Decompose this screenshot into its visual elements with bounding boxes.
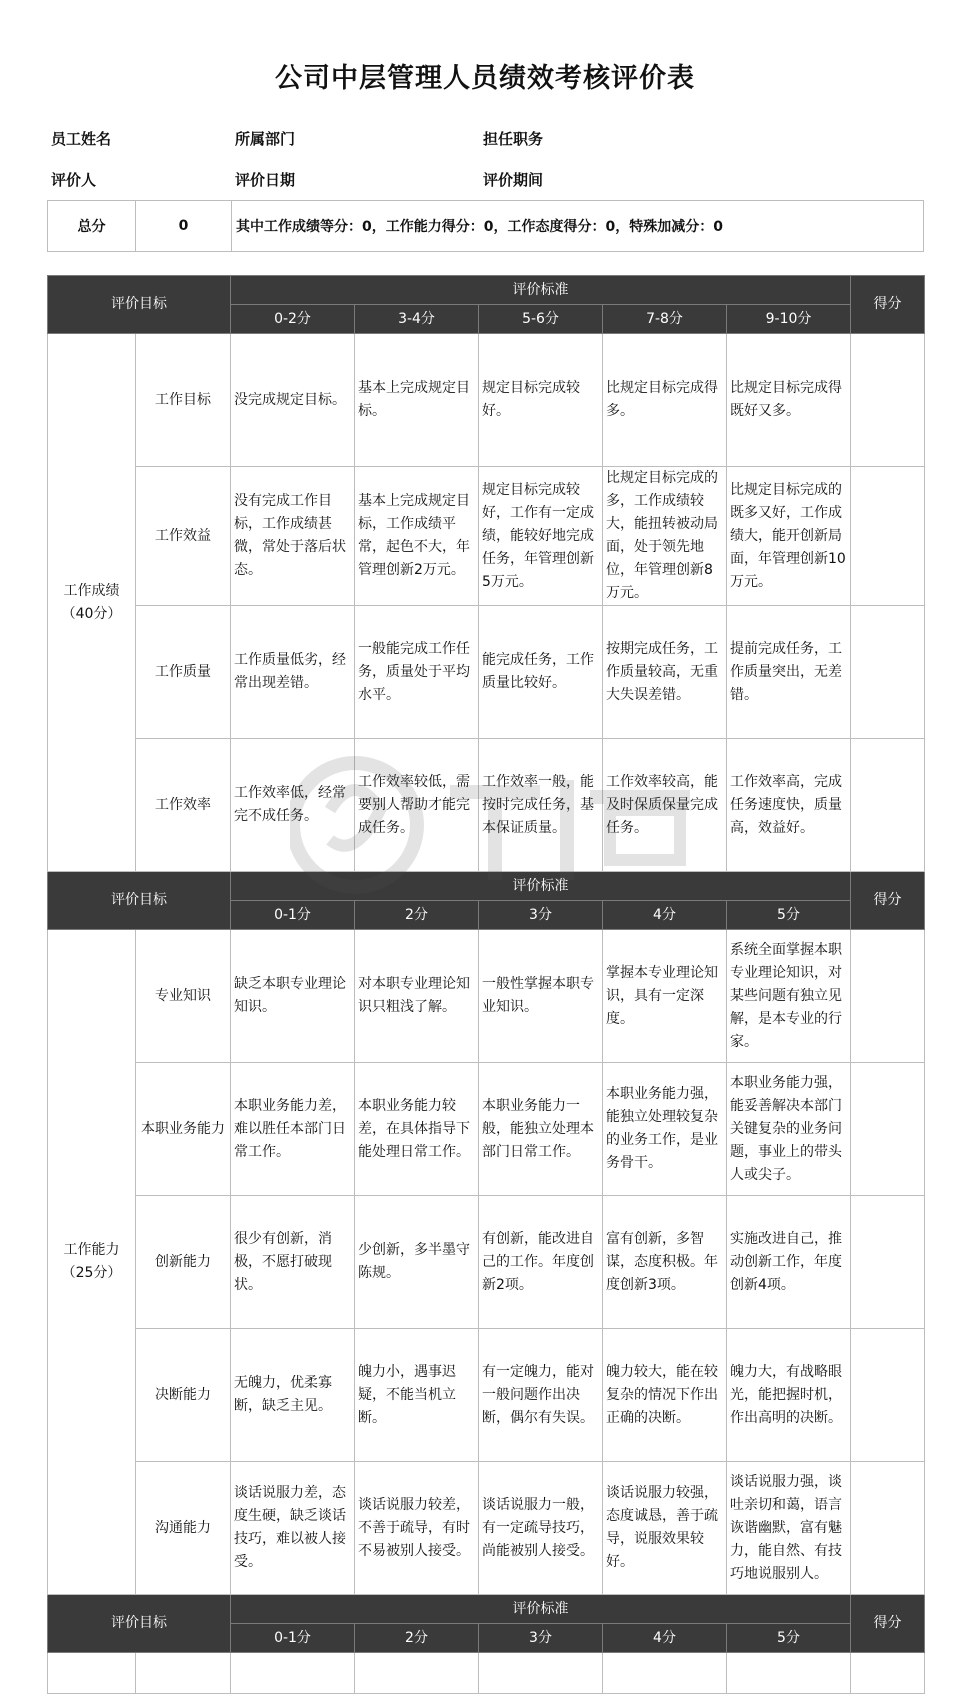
standard-header: 评价标准 <box>231 1595 851 1624</box>
score-breakdown: 其中工作成绩等分：0，工作能力得分：0，工作态度得分：0，特殊加减分：0 <box>232 201 924 252</box>
criteria-cell: 富有创新，多智谋，态度积极。年度创新3项。 <box>603 1196 727 1329</box>
standard-header: 评价标准 <box>231 872 851 901</box>
criteria-cell: 无魄力，优柔寡断，缺乏主见。 <box>231 1329 355 1462</box>
table-row <box>48 739 925 872</box>
criteria-cell: 谈话说服力较差，不善于疏导，有时不易被别人接受。 <box>355 1462 479 1595</box>
evaluation-table <box>47 275 925 1694</box>
scale-header: 9-10分 <box>727 305 851 334</box>
header-row <box>48 1595 925 1624</box>
scale-header: 4分 <box>603 901 727 930</box>
score-cell[interactable] <box>851 1329 925 1462</box>
total-label: 总分 <box>48 201 136 252</box>
criteria-cell: 本职业务能力一般，能独立处理本部门日常工作。 <box>479 1063 603 1196</box>
scale-header: 5分 <box>727 901 851 930</box>
table-row <box>48 334 925 467</box>
scale-header: 3分 <box>479 901 603 930</box>
criteria-cell <box>355 1653 479 1694</box>
criteria-cell: 本职业务能力差，难以胜任本部门日常工作。 <box>231 1063 355 1196</box>
target-header: 评价目标 <box>48 872 231 930</box>
criteria-cell <box>727 1653 851 1694</box>
score-cell[interactable] <box>851 1653 925 1694</box>
table-row <box>48 467 925 606</box>
item-name <box>136 1653 231 1694</box>
eval-date-label: 评价日期 <box>235 171 296 189</box>
score-header: 得分 <box>851 1595 925 1653</box>
score-cell[interactable] <box>851 467 925 606</box>
criteria-cell: 谈话说服力差，态度生硬，缺乏谈话技巧，难以被人接受。 <box>231 1462 355 1595</box>
criteria-cell: 掌握本专业理论知识，具有一定深度。 <box>603 930 727 1063</box>
criteria-cell: 没完成规定目标。 <box>231 334 355 467</box>
table-row <box>48 1063 925 1196</box>
category-cell: 工作成绩 （40分） <box>48 334 136 872</box>
header-row <box>48 276 925 305</box>
header-row <box>48 872 925 901</box>
criteria-cell: 工作质量低劣，经常出现差错。 <box>231 606 355 739</box>
criteria-cell: 一般性掌握本职专业知识。 <box>479 930 603 1063</box>
criteria-cell: 没有完成工作目标，工作成绩甚微，常处于落后状态。 <box>231 467 355 606</box>
criteria-cell: 谈话说服力较强，态度诚恳，善于疏导，说服效果较好。 <box>603 1462 727 1595</box>
total-value: 0 <box>136 201 232 252</box>
scale-header: 2分 <box>355 901 479 930</box>
criteria-cell: 魄力较大，能在较复杂的情况下作出正确的决断。 <box>603 1329 727 1462</box>
score-cell[interactable] <box>851 606 925 739</box>
criteria-cell: 缺乏本职专业理论知识。 <box>231 930 355 1063</box>
criteria-cell: 工作效率较高，能及时保质保量完成任务。 <box>603 739 727 872</box>
criteria-cell: 提前完成任务，工作质量突出，无差错。 <box>727 606 851 739</box>
item-name: 工作效率 <box>136 739 231 872</box>
item-name: 工作效益 <box>136 467 231 606</box>
table-row <box>48 1653 925 1694</box>
criteria-cell: 比规定目标完成的既多又好，工作成绩大，能开创新局面，年管理创新10万元。 <box>727 467 851 606</box>
score-cell[interactable] <box>851 1063 925 1196</box>
score-cell[interactable] <box>851 1196 925 1329</box>
criteria-cell: 基本上完成规定目标，工作成绩平常，起色不大，年管理创新2万元。 <box>355 467 479 606</box>
table-row <box>48 1329 925 1462</box>
scale-header: 3分 <box>479 1624 603 1653</box>
criteria-cell <box>603 1653 727 1694</box>
criteria-cell: 谈话说服力强，谈吐亲切和蔼，语言诙谐幽默，富有魅力，能自然、有技巧地说服别人。 <box>727 1462 851 1595</box>
scale-header: 5分 <box>727 1624 851 1653</box>
category-cell <box>48 1653 136 1694</box>
criteria-cell: 工作效率一般，能按时完成任务，基本保证质量。 <box>479 739 603 872</box>
position-label: 担任职务 <box>483 130 544 148</box>
item-name: 本职业务能力 <box>136 1063 231 1196</box>
employee-name-label: 员工姓名 <box>51 130 112 148</box>
score-cell[interactable] <box>851 930 925 1063</box>
item-name: 专业知识 <box>136 930 231 1063</box>
score-header: 得分 <box>851 276 925 334</box>
criteria-cell <box>231 1653 355 1694</box>
criteria-cell: 工作效率较低，需要别人帮助才能完成任务。 <box>355 739 479 872</box>
item-name: 创新能力 <box>136 1196 231 1329</box>
scale-header: 0-1分 <box>231 901 355 930</box>
eval-period-label: 评价期间 <box>483 171 544 189</box>
item-name: 沟通能力 <box>136 1462 231 1595</box>
criteria-cell: 能完成任务，工作质量比较好。 <box>479 606 603 739</box>
criteria-cell: 比规定目标完成得多。 <box>603 334 727 467</box>
criteria-cell: 基本上完成规定目标。 <box>355 334 479 467</box>
table-row <box>48 1196 925 1329</box>
table-row <box>48 1462 925 1595</box>
standard-header: 评价标准 <box>231 276 851 305</box>
scale-header: 2分 <box>355 1624 479 1653</box>
score-cell[interactable] <box>851 739 925 872</box>
criteria-cell: 有一定魄力，能对一般问题作出决断，偶尔有失误。 <box>479 1329 603 1462</box>
criteria-cell: 很少有创新，消极，不愿打破现状。 <box>231 1196 355 1329</box>
scale-header: 5-6分 <box>479 305 603 334</box>
item-name: 决断能力 <box>136 1329 231 1462</box>
criteria-cell: 本职业务能力强，能妥善解决本部门关键复杂的业务问题，事业上的带头人或尖子。 <box>727 1063 851 1196</box>
table-row <box>48 930 925 1063</box>
score-cell[interactable] <box>851 334 925 467</box>
criteria-cell: 本职业务能力较差，在具体指导下能处理日常工作。 <box>355 1063 479 1196</box>
page-title: 公司中层管理人员绩效考核评价表 <box>275 63 695 94</box>
item-name: 工作目标 <box>136 334 231 467</box>
criteria-cell: 有创新，能改进自己的工作。年度创新2项。 <box>479 1196 603 1329</box>
criteria-cell: 对本职专业理论知识只粗浅了解。 <box>355 930 479 1063</box>
table-row <box>48 606 925 739</box>
criteria-cell: 实施改进自己，推动创新工作，年度创新4项。 <box>727 1196 851 1329</box>
criteria-cell: 工作效率高，完成任务速度快，质量高，效益好。 <box>727 739 851 872</box>
scale-header: 0-2分 <box>231 305 355 334</box>
criteria-cell: 本职业务能力强，能独立处理较复杂的业务工作，是业务骨干。 <box>603 1063 727 1196</box>
criteria-cell: 比规定目标完成得既好又多。 <box>727 334 851 467</box>
criteria-cell: 魄力小，遇事迟疑，不能当机立断。 <box>355 1329 479 1462</box>
score-cell[interactable] <box>851 1462 925 1595</box>
criteria-cell: 规定目标完成较好。 <box>479 334 603 467</box>
criteria-cell: 工作效率低，经常完不成任务。 <box>231 739 355 872</box>
evaluator-label: 评价人 <box>51 171 97 189</box>
department-label: 所属部门 <box>235 130 296 148</box>
item-name: 工作质量 <box>136 606 231 739</box>
criteria-cell: 少创新，多半墨守陈规。 <box>355 1196 479 1329</box>
scale-header: 0-1分 <box>231 1624 355 1653</box>
target-header: 评价目标 <box>48 276 231 334</box>
criteria-cell: 系统全面掌握本职专业理论知识，对某些问题有独立见解，是本专业的行家。 <box>727 930 851 1063</box>
criteria-cell: 谈话说服力一般，有一定疏导技巧，尚能被别人接受。 <box>479 1462 603 1595</box>
scale-header: 4分 <box>603 1624 727 1653</box>
criteria-cell: 魄力大，有战略眼光，能把握时机，作出高明的决断。 <box>727 1329 851 1462</box>
criteria-cell <box>479 1653 603 1694</box>
criteria-cell: 一般能完成工作任务，质量处于平均水平。 <box>355 606 479 739</box>
scale-header: 7-8分 <box>603 305 727 334</box>
criteria-cell: 规定目标完成较好，工作有一定成绩，能较好地完成任务，年管理创新5万元。 <box>479 467 603 606</box>
score-header: 得分 <box>851 872 925 930</box>
summary-table <box>47 200 924 252</box>
criteria-cell: 比规定目标完成的多，工作成绩较大，能扭转被动局面，处于领先地位，年管理创新8万元。 <box>603 467 727 606</box>
target-header: 评价目标 <box>48 1595 231 1653</box>
category-cell: 工作能力 （25分） <box>48 930 136 1595</box>
scale-header: 3-4分 <box>355 305 479 334</box>
criteria-cell: 按期完成任务，工作质量较高，无重大失误差错。 <box>603 606 727 739</box>
